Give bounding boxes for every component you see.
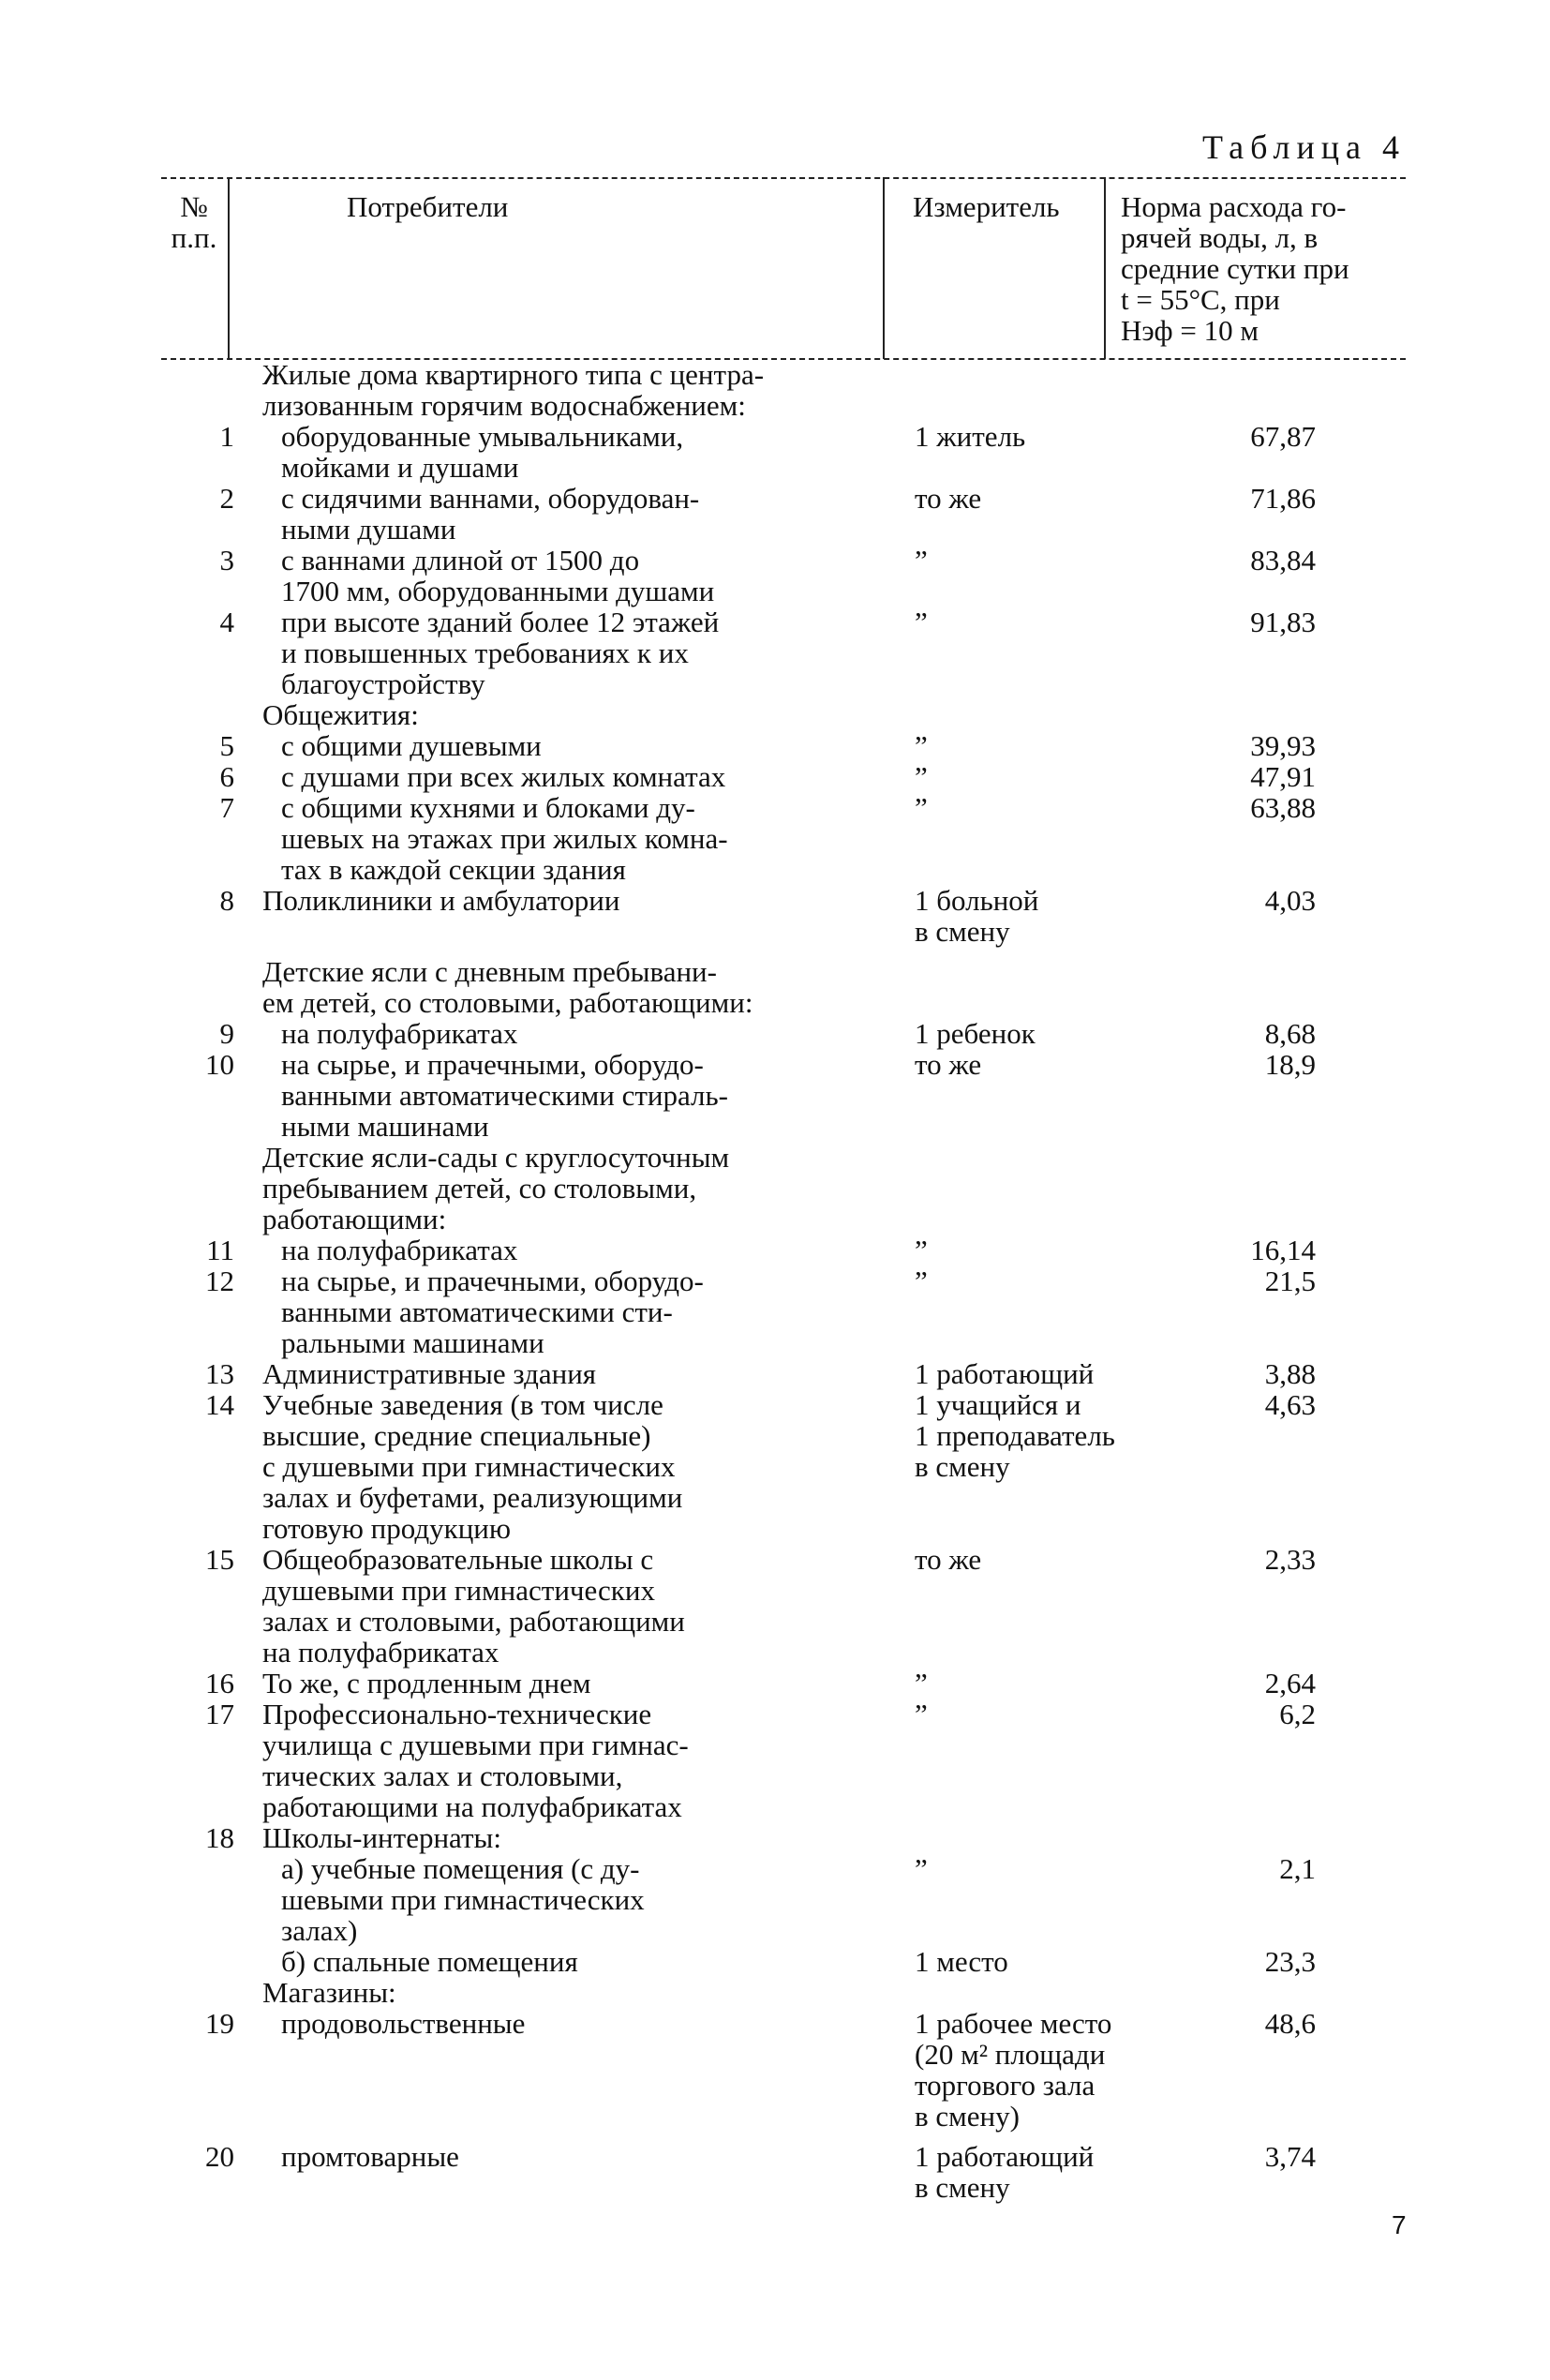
row-number <box>159 1853 253 1946</box>
table-row <box>159 1235 1406 1265</box>
table-row <box>159 730 1406 761</box>
row-unit: 1 работающий в смену <box>915 2140 1095 2204</box>
row-norm-value: 71,86 <box>1250 482 1316 515</box>
table-row <box>159 1977 1406 2008</box>
row-norm-value: 83,84 <box>1250 544 1316 576</box>
table-row <box>159 545 1406 606</box>
row-norm-value <box>1181 699 1406 730</box>
row-unit: ” <box>915 1852 928 1885</box>
row-norm-value: 2,1 <box>1279 1852 1316 1885</box>
row-description: на сырье, и прачечными, оборудо- ванными автоматическими стираль- ными машинами <box>281 1048 728 1143</box>
row-unit: ” <box>915 729 928 762</box>
row-unit: 1 житель <box>915 420 1026 453</box>
row-norm-value: 23,3 <box>1264 1945 1316 1978</box>
table-row <box>159 421 1406 483</box>
row-norm-value <box>1181 1977 1406 2008</box>
row-number: 16 <box>205 1667 234 1699</box>
row-description: с сидячими ваннами, оборудован- ными душами <box>281 482 700 546</box>
header-divider-3 <box>1104 177 1106 359</box>
row-unit <box>909 699 1181 730</box>
table-row <box>159 792 1406 885</box>
row-norm-value: 48,6 <box>1264 2007 1316 2040</box>
row-norm-value: 91,83 <box>1250 606 1316 638</box>
row-unit: 1 больной в смену <box>915 884 1039 948</box>
row-number <box>159 699 253 730</box>
row-norm-value <box>1181 956 1406 1018</box>
row-norm-value: 6,2 <box>1279 1698 1316 1730</box>
row-unit <box>909 359 1181 421</box>
header-norm-line: Hэф = 10 м <box>1121 314 1259 347</box>
row-description: оборудованные умывальниками, мойками и душами <box>281 420 684 484</box>
table-row <box>159 1389 1406 1544</box>
row-unit: ” <box>915 1234 928 1266</box>
table-row <box>159 956 1406 1018</box>
row-number: 2 <box>219 482 234 515</box>
table-row <box>159 699 1406 730</box>
row-unit: ” <box>915 1698 928 1730</box>
row-unit: ” <box>915 791 928 824</box>
header-norm <box>1121 191 1349 346</box>
consumption-table <box>159 359 1406 2203</box>
row-description: Детские ясли-сады с круглосуточным пребыванием детей, со столовыми, работающими: <box>262 1141 730 1235</box>
table-body <box>159 359 1406 2203</box>
table-row <box>159 2008 1406 2132</box>
row-norm-value <box>1181 1822 1406 1853</box>
row-description: Детские ясли с дневным пребывани- ем детей, со столовыми, работающими: <box>262 955 753 1019</box>
row-description: промтоварные <box>281 2140 459 2173</box>
header-norm-line: Норма расхода го- <box>1121 190 1347 223</box>
row-number: 15 <box>205 1543 234 1576</box>
row-number: 14 <box>205 1388 234 1421</box>
header-consumers: Потребители <box>347 190 509 223</box>
table-row <box>159 885 1406 947</box>
row-description: Магазины: <box>262 1976 396 2009</box>
row-description: с общими кухнями и блоками ду- шевых на этажах при жилых комна- тах в каждой секции здания <box>281 791 728 886</box>
row-number: 1 <box>219 420 234 453</box>
row-unit: 1 ребенок <box>915 1017 1036 1050</box>
row-description: с душами при всех жилых комнатах <box>281 760 726 793</box>
row-number <box>159 359 253 421</box>
header-unit: Измеритель <box>913 190 1060 223</box>
row-number: 7 <box>219 791 234 824</box>
row-norm-value: 4,03 <box>1264 884 1316 917</box>
table-row <box>159 1822 1406 1853</box>
header-norm-line: средние сутки при <box>1121 252 1349 285</box>
row-norm-value: 3,74 <box>1264 2140 1316 2173</box>
table-row <box>159 359 1406 421</box>
row-description: Учебные заведения (в том числе высшие, средние специальные) с душевыми при гимнастических залах и буфетами, реализующими готовую продукцию <box>262 1388 683 1545</box>
row-norm-value: 8,68 <box>1264 1017 1316 1050</box>
row-unit <box>909 1822 1181 1853</box>
row-description: Поликлиники и амбулатории <box>262 884 620 917</box>
table-row <box>159 1699 1406 1822</box>
row-description: на полуфабрикатах <box>281 1234 518 1266</box>
row-norm-value: 2,64 <box>1264 1667 1316 1699</box>
table-row <box>159 1853 1406 1946</box>
row-norm-value: 18,9 <box>1264 1048 1316 1081</box>
row-unit: ” <box>915 1265 928 1297</box>
row-description: Жилые дома квартирного типа с центра- лизованным горячим водоснабжением: <box>262 358 765 422</box>
header-divider-1 <box>228 177 230 359</box>
row-unit <box>909 1142 1181 1235</box>
row-description: на сырье, и прачечными, оборудо- ванными автоматическими сти- ральными машинами <box>281 1265 704 1359</box>
row-norm-value: 4,63 <box>1264 1388 1316 1421</box>
row-description: То же, с продленным днем <box>262 1667 591 1699</box>
row-number: 4 <box>219 606 234 638</box>
row-norm-value: 67,87 <box>1250 420 1316 453</box>
table-row <box>159 606 1406 699</box>
table-row <box>159 1544 1406 1668</box>
table-caption: Таблица 4 <box>1202 128 1406 166</box>
row-unit: 1 работающий <box>915 1357 1095 1390</box>
table-row <box>159 1358 1406 1389</box>
page-number: 7 <box>1392 2210 1407 2239</box>
row-unit: то же <box>915 482 982 515</box>
row-unit: ” <box>915 760 928 793</box>
row-description: Профессионально-технические училища с душевыми при гимнас- тических залах и столовыми, работающими на полуфабрикатах <box>262 1698 689 1823</box>
table-row <box>159 1265 1406 1358</box>
row-description: Административные здания <box>262 1357 597 1390</box>
row-description: б) спальные помещения <box>281 1945 578 1978</box>
row-number: 10 <box>205 1048 234 1081</box>
row-number: 18 <box>205 1821 234 1854</box>
row-unit <box>909 1977 1181 2008</box>
row-norm-value: 47,91 <box>1250 760 1316 793</box>
header-top-rule <box>161 177 1406 179</box>
row-number: 5 <box>219 729 234 762</box>
row-norm-value <box>1181 359 1406 421</box>
row-number: 8 <box>219 884 234 917</box>
row-unit: ” <box>915 544 928 576</box>
table-row <box>159 2141 1406 2203</box>
header-divider-2 <box>883 177 885 359</box>
row-norm-value: 2,33 <box>1264 1543 1316 1576</box>
row-number: 3 <box>219 544 234 576</box>
row-number: 12 <box>205 1265 234 1297</box>
row-description: на полуфабрикатах <box>281 1017 518 1050</box>
row-unit: ” <box>915 1667 928 1699</box>
table-row <box>159 1142 1406 1235</box>
row-unit: 1 рабочее место (20 м² площади торгового зала в смену) <box>915 2007 1112 2133</box>
table-row <box>159 1946 1406 1977</box>
table-row <box>159 1018 1406 1049</box>
table-row <box>159 761 1406 792</box>
row-unit: 1 учащийся и 1 преподаватель в смену <box>915 1388 1115 1483</box>
table-row <box>159 1668 1406 1699</box>
row-number: 13 <box>205 1357 234 1390</box>
row-unit: то же <box>915 1048 982 1081</box>
row-norm-value: 39,93 <box>1250 729 1316 762</box>
row-number: 11 <box>206 1234 234 1266</box>
header-norm-line: рячей воды, л, в <box>1121 221 1319 254</box>
row-norm-value: 3,88 <box>1264 1357 1316 1390</box>
row-unit: то же <box>915 1543 982 1576</box>
row-number <box>159 1142 253 1235</box>
header-number: № п.п. <box>171 190 217 254</box>
table-row <box>159 483 1406 545</box>
row-unit: ” <box>915 606 928 638</box>
row-number: 6 <box>219 760 234 793</box>
row-description: а) учебные помещения (с ду- шевыми при гимнастических залах) <box>281 1852 645 1947</box>
row-number <box>159 1977 253 2008</box>
row-norm-value: 16,14 <box>1250 1234 1316 1266</box>
row-number: 19 <box>205 2007 234 2040</box>
row-number: 17 <box>205 1698 234 1730</box>
table-row <box>159 1049 1406 1142</box>
row-number: 9 <box>219 1017 234 1050</box>
row-description: продовольственные <box>281 2007 526 2040</box>
row-number: 20 <box>205 2140 234 2173</box>
row-description: с общими душевыми <box>281 729 542 762</box>
row-number <box>159 1946 253 1977</box>
header-norm-line: t = 55°C, при <box>1121 283 1280 316</box>
row-description: с ваннами длиной от 1500 до 1700 мм, оборудованными душами <box>281 544 715 607</box>
row-description: при высоте зданий более 12 этажей и повышенных требованиях к их благоустройству <box>281 606 720 700</box>
row-description: Общежития: <box>262 698 419 731</box>
row-norm-value: 21,5 <box>1264 1265 1316 1297</box>
row-description: Общеобразовательные школы с душевыми при гимнастических залах и столовыми, работающими на полуфабрикатах <box>262 1543 685 1669</box>
row-unit: 1 место <box>915 1945 1008 1978</box>
row-description: Школы-интернаты: <box>262 1821 501 1854</box>
row-number <box>159 956 253 1018</box>
row-unit <box>909 956 1181 1018</box>
row-norm-value: 63,88 <box>1250 791 1316 824</box>
row-norm-value <box>1181 1142 1406 1235</box>
